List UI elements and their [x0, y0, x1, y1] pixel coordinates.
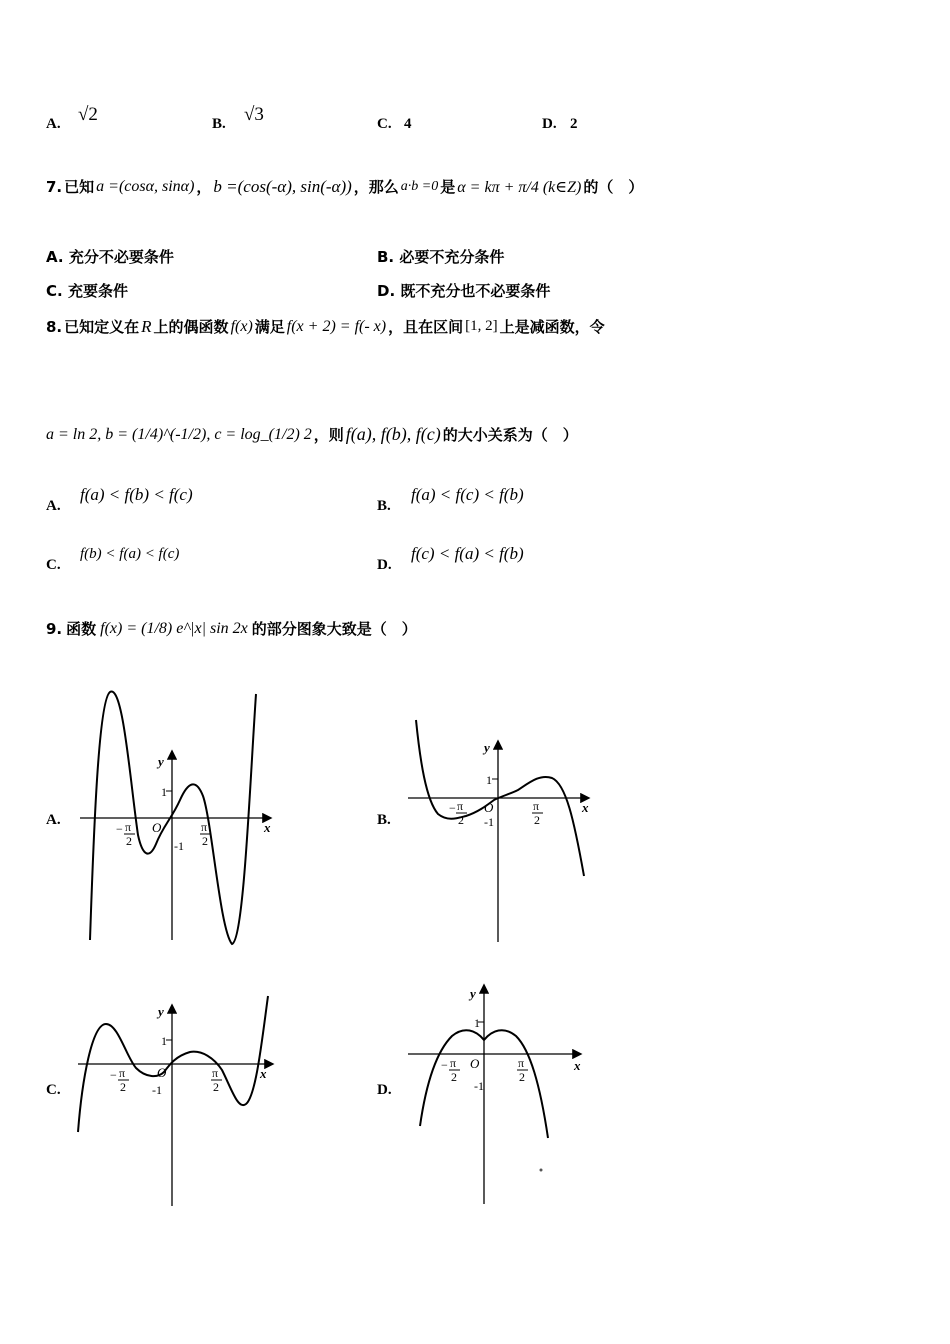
graph-a-neg-pi-minus: −: [116, 822, 123, 836]
q6-option-b-value: √3: [244, 104, 264, 125]
graph-a-x-label: x: [264, 820, 271, 835]
graph-c-y-label: y: [158, 1004, 164, 1019]
graph-b-origin: O: [484, 800, 494, 815]
q7-math-alpha: α = kπ + π/4 (k∈Z): [457, 178, 582, 196]
graph-c-neg-pi: π: [119, 1066, 126, 1080]
q8-math-fx: f(x): [230, 317, 253, 335]
graph-d-speck: [540, 1169, 543, 1172]
graph-d-y-label: y: [470, 986, 476, 1001]
graph-b-neg-one: -1: [484, 815, 494, 829]
graph-b-neg-pi-minus: −: [449, 801, 456, 815]
q6-option-a-value: √2: [78, 104, 98, 125]
q9-option-c-label: C.: [46, 1082, 61, 1098]
q8-math-values: f(a), f(b), f(c): [345, 424, 441, 444]
q7-option-b-text: 必要不充分条件: [399, 248, 505, 266]
q7-option-d-label: D.: [377, 282, 396, 300]
graph-d-one: 1: [474, 1016, 480, 1030]
graph-b: [408, 720, 589, 942]
q9-option-a-label: A.: [46, 812, 61, 828]
q7-text-2: ，: [196, 178, 212, 196]
graph-d: [408, 986, 581, 1204]
graph-d-neg-pi: π: [450, 1056, 457, 1070]
q9-text-2: 的部分图象大致是（ ）: [251, 620, 417, 638]
q6-option-a-label: A.: [46, 116, 61, 132]
graph-b-y-label: y: [484, 740, 490, 755]
q8-option-d-label: D.: [377, 557, 392, 573]
graph-b-x-label: x: [582, 800, 589, 815]
graph-a-neg-pi: π: [125, 820, 132, 834]
graph-a-neg-two: 2: [126, 834, 132, 848]
graph-c: [78, 996, 272, 1206]
q8-text-6: ，则: [313, 426, 344, 444]
graph-b-neg-two: 2: [458, 813, 464, 827]
q9-text-1: 函数: [66, 620, 97, 638]
graph-c-neg-one: -1: [152, 1083, 162, 1097]
graph-b-neg-pi: π: [457, 799, 464, 813]
q7-text-3: ，那么: [353, 178, 399, 196]
q7-option-c-text: 充要条件: [67, 282, 128, 300]
q7-option-b-label: B.: [377, 248, 395, 266]
q6-option-d-label: D.: [542, 116, 557, 132]
graph-c-neg-pi-minus: −: [110, 1068, 117, 1082]
graph-c-origin: O: [157, 1065, 167, 1080]
q6-option-d-value: 2: [570, 116, 578, 132]
q7-math-dot-product: a·b =0: [400, 178, 439, 194]
q6-option-b-label: B.: [212, 116, 226, 132]
graph-a-one: 1: [161, 785, 167, 799]
q8-option-b-label: B.: [377, 498, 391, 514]
graph-c-pi: π: [212, 1066, 219, 1080]
q8-option-a-label: A.: [46, 498, 61, 514]
q8-math-condition: f(x + 2) = f(- x): [286, 317, 387, 335]
q9-option-b-label: B.: [377, 812, 391, 828]
q9-math-function: f(x) = (1/8) e^|x| sin 2x: [100, 619, 248, 637]
graph-a-origin: O: [152, 820, 162, 835]
q7-option-d-text: 既不充分也不必要条件: [400, 282, 551, 300]
graph-c-x-label: x: [260, 1066, 267, 1081]
graph-c-neg-two: 2: [120, 1080, 126, 1094]
q8-text-1: 已知定义在: [64, 318, 140, 336]
graph-a-two: 2: [202, 834, 208, 848]
graph-a-pi: π: [201, 820, 208, 834]
q7-text-5: 的（ ）: [583, 178, 644, 196]
graph-d-pi: π: [518, 1056, 525, 1070]
q7-text-1: 已知: [64, 178, 95, 196]
graph-a-y-label: y: [158, 754, 164, 769]
graph-b-two: 2: [534, 813, 540, 827]
q8-option-c-expr: f(b) < f(a) < f(c): [80, 546, 180, 562]
graph-c-two: 2: [213, 1080, 219, 1094]
q8-option-d-expr: f(c) < f(a) < f(b): [411, 544, 524, 563]
q8-text-5: 上是减函数，令: [499, 318, 605, 336]
q8-option-a-expr: f(a) < f(b) < f(c): [80, 485, 193, 504]
q7-number: 7.: [46, 177, 63, 196]
graph-b-one: 1: [486, 773, 492, 787]
graph-a: [80, 692, 271, 944]
graph-d-neg-two: 2: [451, 1070, 457, 1084]
graph-d-neg-pi-minus: −: [441, 1058, 448, 1072]
graph-b-pi: π: [533, 799, 540, 813]
q7-option-a-text: 充分不必要条件: [68, 248, 174, 266]
graph-a-neg-one: -1: [174, 839, 184, 853]
q6-option-c-value: 4: [404, 116, 412, 132]
q8-text-2: 上的偶函数: [153, 318, 229, 336]
q8-text-7: 的大小关系为（ ）: [442, 426, 578, 444]
q8-number: 8.: [46, 317, 63, 336]
graph-d-x-label: x: [574, 1058, 581, 1073]
graph-d-origin: O: [470, 1056, 480, 1071]
q6-option-c-label: C.: [377, 116, 392, 132]
q7-option-a-label: A.: [46, 248, 64, 266]
q7-math-vector-b: b =(cos(-α), sin(-α)): [213, 176, 352, 196]
q7-option-c-label: C.: [46, 282, 63, 300]
graph-c-one: 1: [161, 1034, 167, 1048]
graph-d-neg-one: -1: [474, 1079, 484, 1093]
q8-math-r: R: [141, 316, 152, 336]
q9-option-d-label: D.: [377, 1082, 392, 1098]
q8-option-c-label: C.: [46, 557, 61, 573]
q8-math-abc: a = ln 2, b = (1/4)^(-1/2), c = log_(1/2) 2: [46, 425, 312, 443]
q8-option-b-expr: f(a) < f(c) < f(b): [411, 485, 524, 504]
q7-text-4: 是: [440, 178, 456, 196]
q8-text-4: ，且在区间: [388, 318, 464, 336]
graph-d-two: 2: [519, 1070, 525, 1084]
q8-text-3: 满足: [254, 318, 285, 336]
q9-number: 9.: [46, 619, 63, 638]
q8-math-interval: [1, 2]: [465, 318, 498, 334]
q7-math-vector-a: a =(cosα, sinα): [96, 177, 195, 195]
